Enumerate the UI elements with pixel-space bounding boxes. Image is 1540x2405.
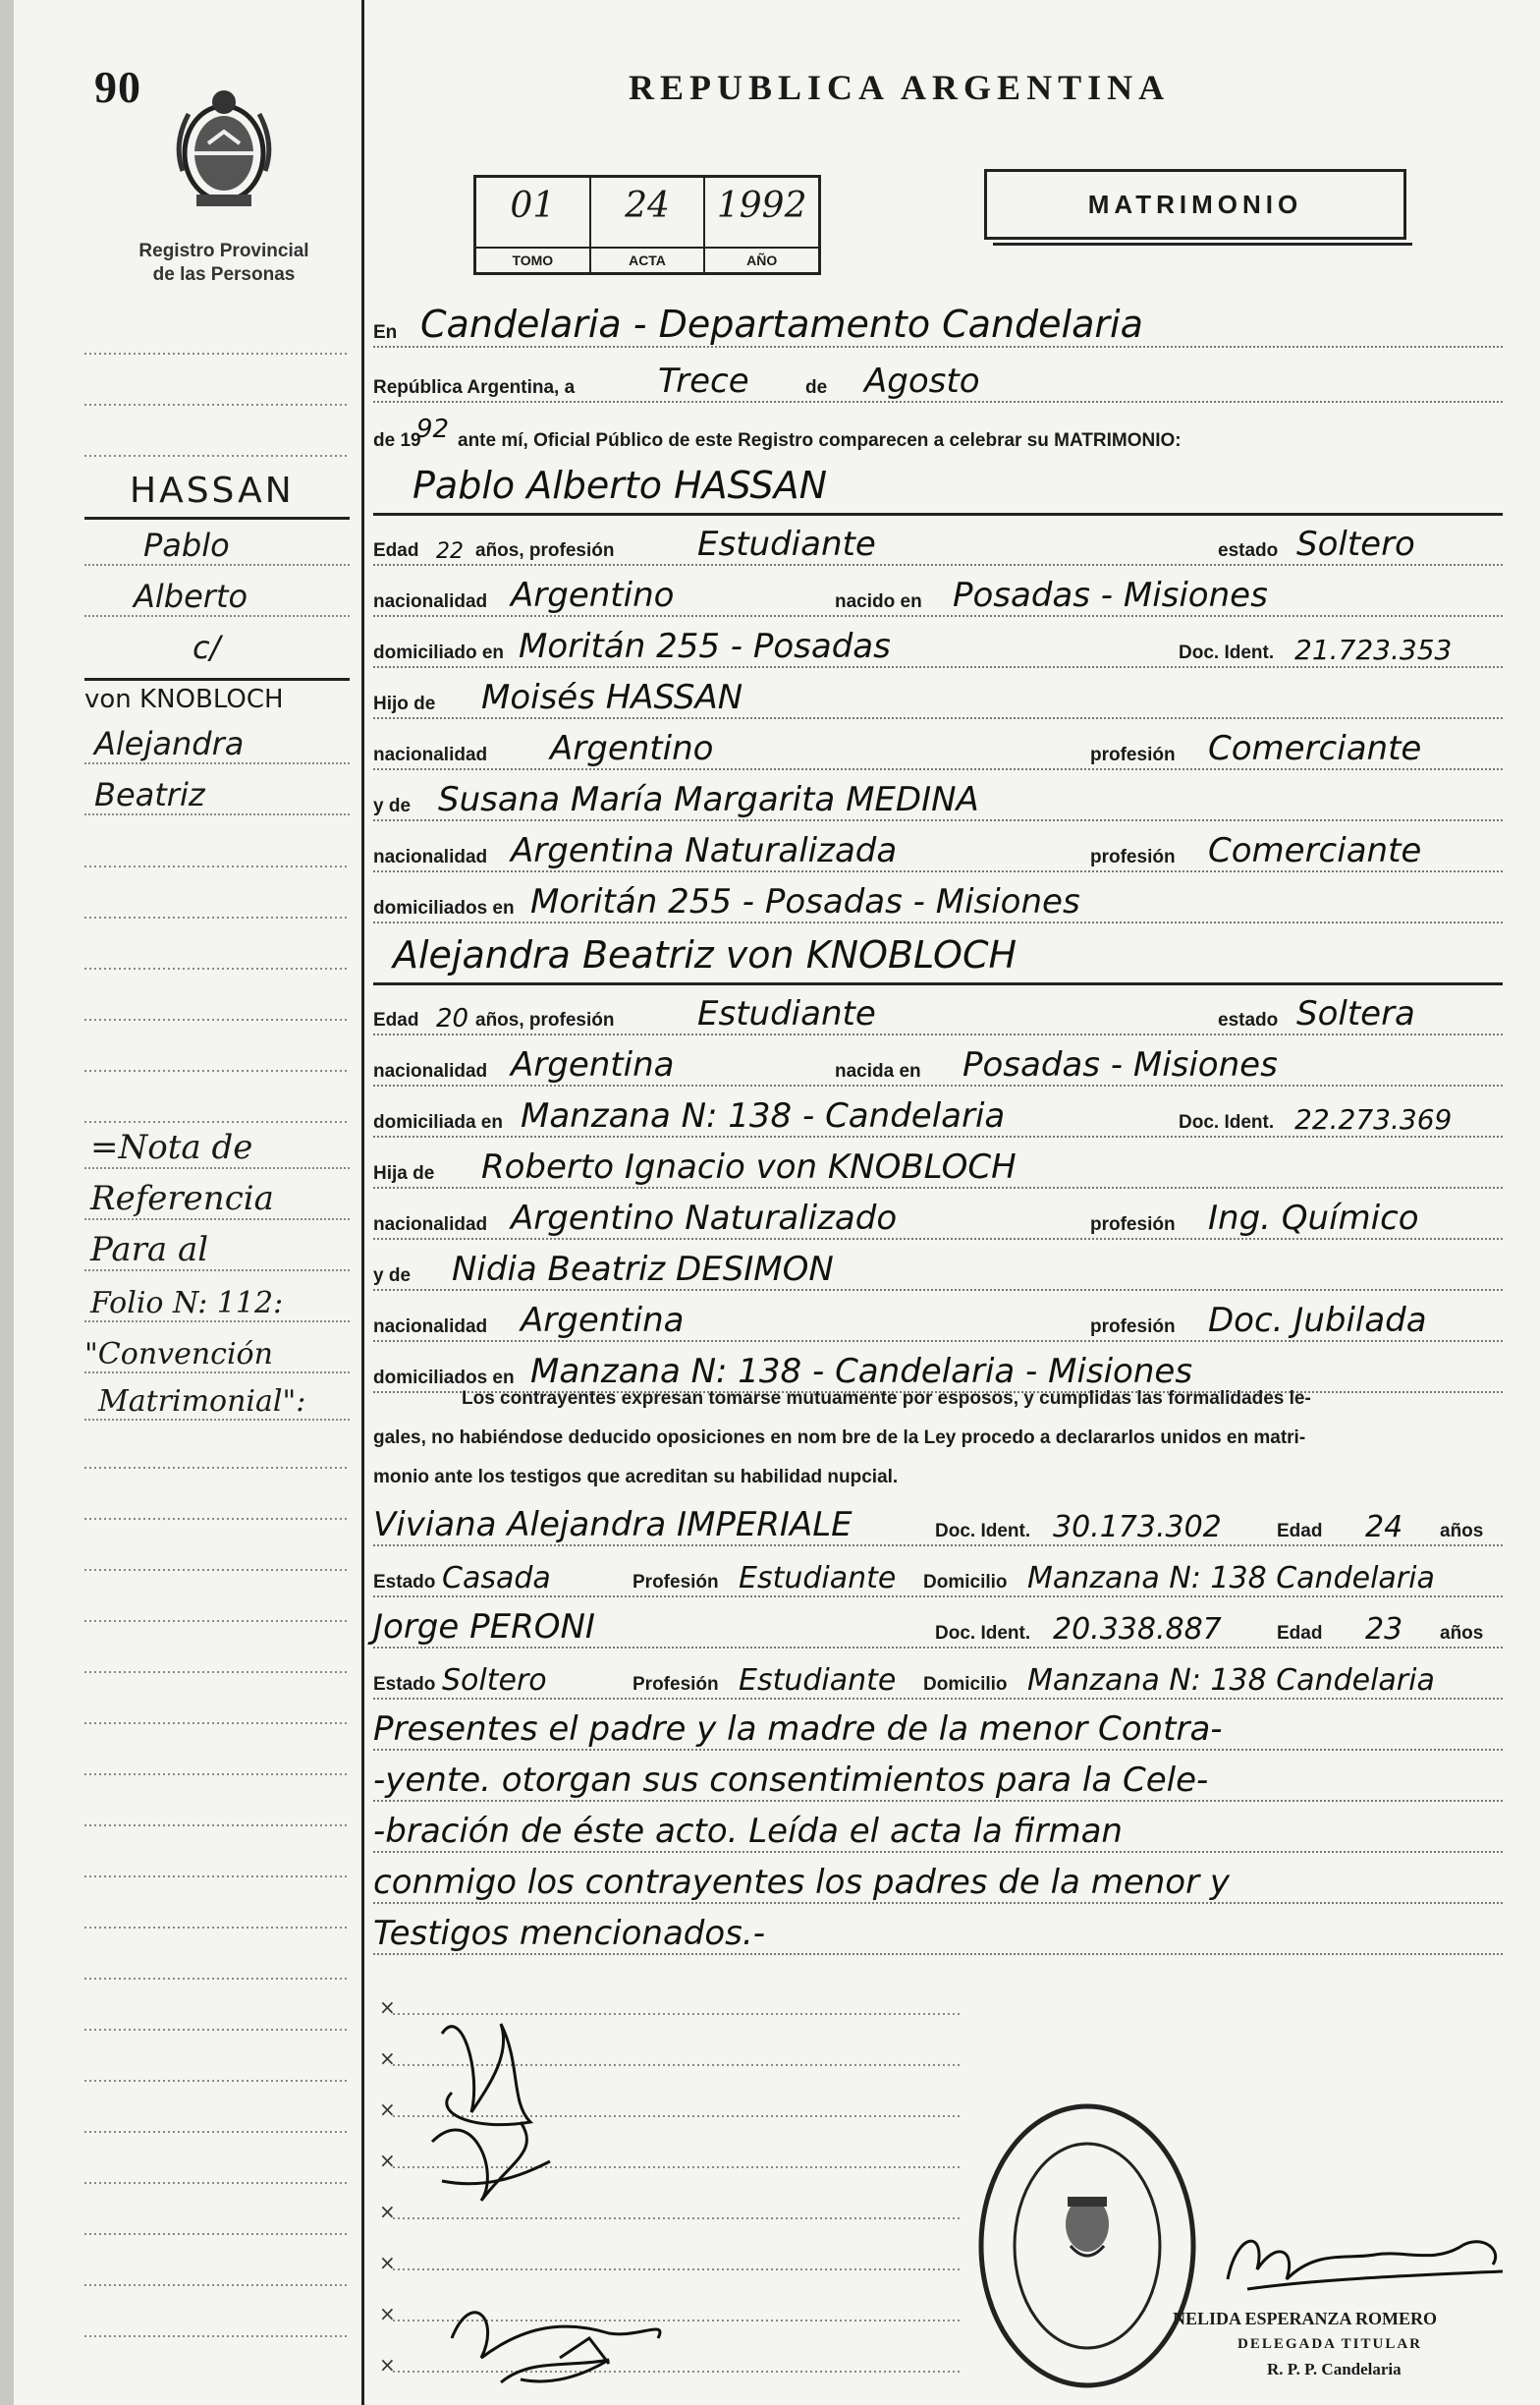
obs-line-2 [373, 1761, 1503, 1806]
estado-label: estado [1218, 540, 1279, 561]
svg-text:×: × [379, 2200, 396, 2223]
official-name: NELIDA ESPERANZA ROMERO [1173, 2309, 1438, 2328]
groom-birthplace: Posadas - Misiones [953, 576, 1268, 615]
margin-row [84, 1287, 350, 1326]
row-witness-2-details [373, 1664, 1503, 1704]
witness-2-status: Soltero [442, 1663, 547, 1698]
row-en [373, 303, 1503, 352]
profesion-label-2: profesión [1090, 745, 1176, 765]
svg-text:×: × [379, 2251, 396, 2274]
witness-1-name: Viviana Alejandra IMPERIALE [373, 1505, 852, 1544]
obs-text-1: Presentes el padre y la madre de la menor Contra- [373, 1709, 1223, 1749]
obs-text-2: -yente. otorgan sus consentimientos para la Cele- [373, 1761, 1209, 1800]
domiciliados-label: domiciliados en [373, 898, 515, 919]
row-witness-1 [373, 1505, 1503, 1550]
row-groom-mother [373, 780, 1503, 825]
witness-estado-label: Estado [373, 1674, 436, 1695]
acta-label: ACTA [591, 247, 704, 272]
ano-label: AÑO [705, 247, 818, 272]
acta-value: 24 [625, 186, 670, 226]
row-witness-2 [373, 1607, 1503, 1652]
row-date [373, 362, 1503, 407]
nacionalidad-label: nacionalidad [373, 745, 488, 765]
margin-name-3: von KNOBLOCH [84, 685, 284, 714]
margin-name-2: Alberto [134, 578, 248, 615]
witness-domicilio-label: Domicilio [923, 1674, 1008, 1695]
margin-note-5: "Convención [84, 1337, 273, 1371]
nacido-label: nacido en [835, 591, 922, 612]
profesion-label-4: profesión [1090, 1214, 1176, 1235]
de19-label: de 19 [373, 430, 421, 451]
svg-text:×: × [379, 2302, 396, 2325]
estado-label: estado [1218, 1010, 1279, 1031]
margin-row [84, 678, 350, 720]
margin-row [84, 471, 350, 520]
acta-cell [591, 178, 706, 272]
groom-mother-profession: Comerciante [1208, 831, 1422, 870]
witness-1-age: 24 [1365, 1510, 1403, 1544]
yde-label: y de [373, 796, 412, 816]
tomo-acta-ano-table [473, 175, 821, 275]
bride-profession: Estudiante [697, 994, 876, 1034]
bride-father-profession: Ing. Químico [1208, 1199, 1419, 1238]
bride-name: Alejandra Beatriz von KNOBLOCH [393, 933, 1018, 977]
bride-doc: 22.273.369 [1294, 1103, 1453, 1136]
margin-surname: HASSAN [130, 471, 295, 511]
row-groom-address [373, 627, 1503, 672]
margin-note-6: Matrimonial": [98, 1384, 306, 1419]
hijo-label: Hijo de [373, 694, 436, 714]
witness-2-address: Manzana N: 138 Candelaria [1027, 1663, 1435, 1698]
groom-address: Moritán 255 - Posadas [519, 627, 891, 666]
groom-mother: Susana María Margarita MEDINA [438, 780, 979, 819]
row-bride-father-nat [373, 1199, 1503, 1244]
nacida-label: nacida en [835, 1061, 921, 1082]
groom-status: Soltero [1296, 525, 1415, 564]
margin-row [84, 1385, 350, 1425]
margin-note-2: Referencia [90, 1179, 274, 1218]
svg-text:×: × [379, 2353, 396, 2377]
official-signature-icon [1218, 2210, 1512, 2299]
legal-formula [373, 1379, 1503, 1497]
groom-father-profession: Comerciante [1208, 729, 1422, 768]
margin-row [84, 578, 350, 621]
row-bride-address [373, 1096, 1503, 1142]
margin-name-5: Beatriz [94, 776, 205, 813]
ano-cell [705, 178, 818, 272]
edad-label: Edad [373, 1010, 419, 1031]
profesion-label: años, profesión [475, 1010, 615, 1031]
bride-status: Soltera [1296, 994, 1415, 1034]
margin-row [84, 1128, 350, 1173]
hija-label: Hija de [373, 1163, 435, 1184]
profesion-label-3: profesión [1090, 847, 1176, 867]
republica-label: República Argentina, a [373, 377, 576, 398]
groom-name: Pablo Alberto HASSAN [412, 464, 827, 507]
row-groom-age [373, 525, 1503, 570]
witness-edad-label: Edad [1277, 1623, 1323, 1644]
profesion-label: años, profesión [475, 540, 615, 561]
signature-scribbles-icon [412, 1994, 727, 2387]
row-bride-mother-nat [373, 1301, 1503, 1346]
bride-mother: Nidia Beatriz DESIMON [452, 1250, 834, 1289]
witness-1-address: Manzana N: 138 Candelaria [1027, 1561, 1435, 1595]
page-edge [0, 0, 14, 2405]
bride-mother-profession: Doc. Jubilada [1208, 1301, 1427, 1340]
domiciliada-label: domiciliada en [373, 1112, 503, 1133]
obs-line-4 [373, 1863, 1503, 1908]
margin-row [84, 1338, 350, 1377]
groom-mother-nationality: Argentina Naturalizada [511, 831, 898, 870]
obs-line-1 [373, 1709, 1503, 1755]
margin-row [84, 725, 350, 768]
yde-label: y de [373, 1265, 412, 1286]
witness-profesion-label: Profesión [632, 1572, 719, 1593]
registry-name [86, 240, 361, 287]
witness-doc-label: Doc. Ident. [935, 1623, 1031, 1644]
place-value: Candelaria - Departamento Candelaria [420, 303, 1143, 346]
doc-label: Doc. Ident. [1179, 1112, 1275, 1133]
nacionalidad-label: nacionalidad [373, 1061, 488, 1082]
margin-ruled-lines [84, 1432, 350, 2395]
witness-2-name: Jorge PERONI [373, 1607, 595, 1647]
margin-note-3: Para al [90, 1230, 209, 1269]
svg-text:×: × [379, 2046, 396, 2070]
witness-estado-label: Estado [373, 1572, 436, 1593]
domiciliado-label: domiciliado en [373, 643, 505, 663]
witness-profesion-label: Profesión [632, 1674, 719, 1695]
edad-label: Edad [373, 540, 419, 561]
ano-value: 1992 [716, 186, 807, 226]
document-type-box: MATRIMONIO [984, 169, 1406, 240]
nacionalidad-label: nacionalidad [373, 1214, 488, 1235]
registry-line-2: de las Personas [152, 264, 296, 285]
margin-ruled-lines-top [84, 334, 350, 472]
margin-row [84, 1230, 350, 1275]
bride-parents-address: Manzana N: 138 - Candelaria - Misiones [530, 1352, 1193, 1391]
margin-row [84, 527, 350, 570]
row-groom-father [373, 678, 1503, 723]
official-office: R. P. P. Candelaria [1267, 2360, 1402, 2378]
obs-line-3 [373, 1812, 1503, 1857]
witness-1-profession: Estudiante [739, 1561, 897, 1595]
en-label: En [373, 322, 398, 343]
bride-age: 20 [436, 1004, 469, 1034]
witness-anos-label: años [1440, 1623, 1484, 1644]
groom-profession: Estudiante [697, 525, 876, 564]
witness-anos-label: años [1440, 1521, 1484, 1541]
groom-father: Moisés HASSAN [481, 678, 743, 717]
svg-text:×: × [379, 2097, 396, 2121]
row-bride-age [373, 994, 1503, 1039]
groom-doc: 21.723.353 [1294, 634, 1453, 666]
witness-2-doc: 20.338.887 [1053, 1612, 1222, 1647]
witness-1-status: Casada [442, 1561, 551, 1595]
nacionalidad-label: nacionalidad [373, 847, 488, 867]
country-title: REPUBLICA ARGENTINA [629, 68, 1171, 107]
ante-text: ante mí, Oficial Público de este Registro comparecen a celebrar su MATRIMONIO: [458, 430, 1182, 451]
svg-text:×: × [379, 1995, 396, 2019]
groom-nationality: Argentino [511, 576, 675, 615]
margin-conj: c/ [192, 629, 221, 666]
margin-note-1: =Nota de [90, 1128, 253, 1167]
nacionalidad-label: nacionalidad [373, 591, 488, 612]
bride-birthplace: Posadas - Misiones [962, 1045, 1278, 1085]
witness-doc-label: Doc. Ident. [935, 1521, 1031, 1541]
tomo-cell [476, 178, 591, 272]
row-groom-parents-address [373, 882, 1503, 927]
margin-row [84, 776, 350, 819]
formula-line-3: monio ante los testigos que acreditan su habilidad nupcial. [373, 1467, 899, 1487]
row-groom-father-nat [373, 729, 1503, 774]
profesion-label-5: profesión [1090, 1316, 1176, 1337]
year-value: 92 [416, 415, 450, 444]
groom-father-nationality: Argentino [550, 729, 714, 768]
obs-text-4: conmigo los contrayentes los padres de la menor y [373, 1863, 1230, 1902]
bride-nationality: Argentina [511, 1045, 675, 1085]
bride-father: Roberto Ignacio von KNOBLOCH [481, 1147, 1017, 1187]
row-year [373, 415, 1503, 460]
svg-text:×: × [379, 2149, 396, 2172]
witness-edad-label: Edad [1277, 1521, 1323, 1541]
witness-2-age: 23 [1365, 1612, 1403, 1647]
page-number: 90 [94, 62, 141, 112]
de-label: de [805, 377, 828, 398]
witness-1-doc: 30.173.302 [1053, 1510, 1222, 1544]
bride-mother-nationality: Argentina [521, 1301, 685, 1340]
official-stamp-icon [974, 2098, 1200, 2393]
groom-parents-address: Moritán 255 - Posadas - Misiones [530, 882, 1080, 922]
row-groom-mother-nat [373, 831, 1503, 876]
margin-note-4: Folio N: 112: [90, 1286, 284, 1320]
day-value: Trece [658, 362, 749, 401]
tomo-value: 01 [510, 186, 556, 226]
row-groom-name [373, 464, 1503, 516]
row-bride-nationality [373, 1045, 1503, 1091]
bride-address: Manzana N: 138 - Candelaria [521, 1096, 1006, 1136]
groom-age: 22 [436, 539, 464, 564]
witness-domicilio-label: Domicilio [923, 1572, 1008, 1593]
bride-father-nationality: Argentino Naturalizado [511, 1199, 898, 1238]
margin-row [84, 629, 350, 672]
obs-text-3: -bración de éste acto. Leída el acta la firman [373, 1812, 1123, 1851]
registry-line-1: Registro Provincial [138, 241, 309, 261]
row-bride-mother [373, 1250, 1503, 1295]
margin-ruled-lines-mid [84, 815, 350, 1130]
margin-divider [361, 0, 364, 2405]
witness-2-profession: Estudiante [739, 1663, 897, 1698]
doc-label: Doc. Ident. [1179, 643, 1275, 663]
row-bride-father [373, 1147, 1503, 1193]
nacionalidad-label: nacionalidad [373, 1316, 488, 1337]
tomo-label: TOMO [476, 247, 589, 272]
formula-line-1: Los contrayentes expresan tomarse mutuamente por esposos, y cumplidas las formalidades le- [462, 1388, 1311, 1409]
row-groom-nationality [373, 576, 1503, 621]
margin-name-4: Alejandra [94, 725, 245, 762]
margin-name-1: Pablo [143, 527, 230, 564]
obs-line-5 [373, 1914, 1503, 1959]
official-role: DELEGADA TITULAR [1238, 2336, 1423, 2352]
domiciliados-label: domiciliados en [373, 1368, 515, 1388]
obs-text-5: Testigos mencionados.- [373, 1914, 765, 1953]
margin-row [84, 1179, 350, 1224]
row-bride-name [373, 933, 1503, 985]
month-value: Agosto [864, 362, 980, 401]
coat-of-arms-icon [169, 84, 279, 214]
row-witness-1-details [373, 1562, 1503, 1601]
formula-line-2: gales, no habiéndose deducido oposiciones en nom bre de la Ley procedo a declararlos unidos en matri- [373, 1427, 1306, 1448]
